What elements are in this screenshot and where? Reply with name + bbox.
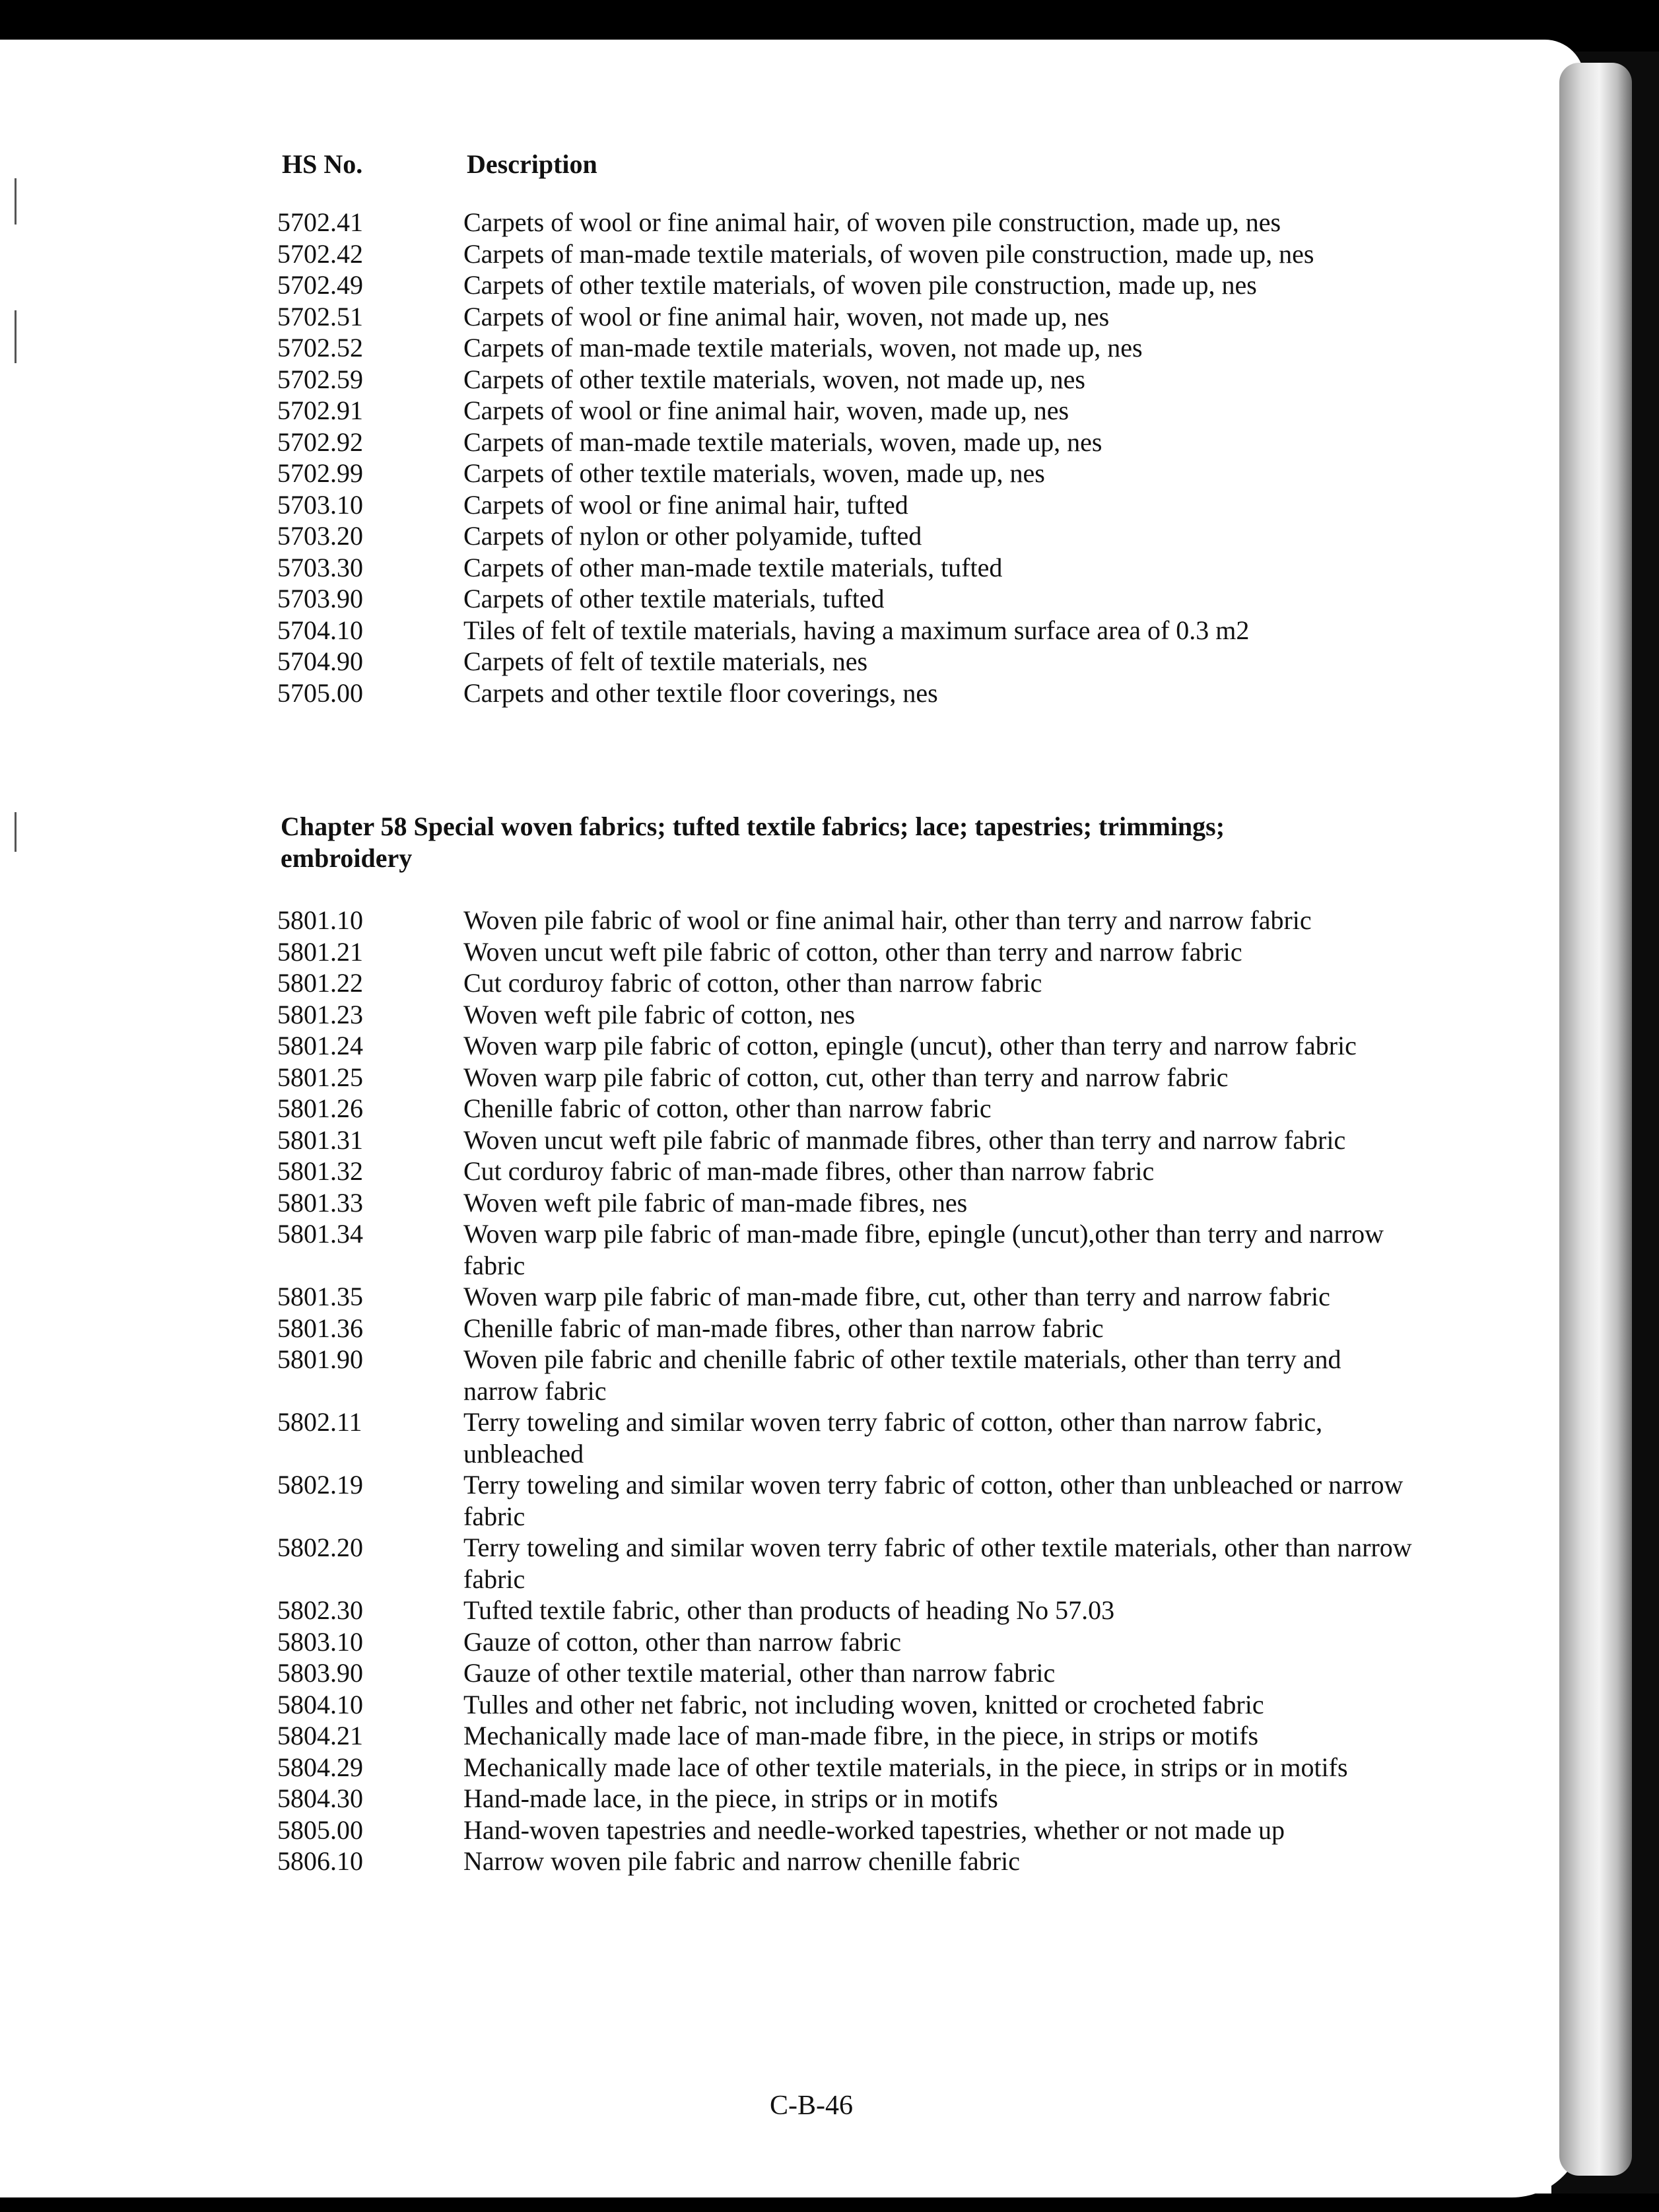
margin-mark [15,812,17,852]
hs-code: 5804.10 [277,1689,363,1719]
hs-description: Chenille fabric of man-made fibres, other than narrow fabric [463,1313,1104,1343]
page-number: C-B-46 [770,2091,853,2121]
hs-code-row [277,1281,1413,1313]
hs-description: Woven pile fabric and chenille fabric of other textile materials, other than terry and narrow fabric [463,1344,1341,1406]
hs-code-row [277,458,1413,489]
hs-code-row [277,1344,1413,1406]
hs-description: Mechanically made lace of man-made fibre, in the piece, in strips or motifs [463,1721,1259,1750]
hs-description: Woven warp pile fabric of cotton, cut, other than terry and narrow fabric [463,1062,1229,1092]
hs-description: Hand-woven tapestries and needle-worked tapestries, whether or not made up [463,1815,1285,1845]
column-header [282,149,1404,188]
hs-code-row [277,1406,1413,1469]
hs-code: 5805.00 [277,1815,363,1845]
hs-code: 5702.49 [277,270,363,300]
hs-description: Carpets of man-made textile materials, woven, made up, nes [463,427,1102,457]
hs-code: 5703.30 [277,552,363,582]
hs-description: Woven uncut weft pile fabric of manmade fibres, other than terry and narrow fabric [463,1124,1346,1155]
hs-code-row [277,1532,1413,1595]
hs-description: Gauze of other textile material, other than narrow fabric [463,1658,1056,1688]
hs-code: 5803.90 [277,1658,363,1688]
hs-code-row [277,1156,1413,1187]
hs-code-row [277,905,1413,936]
hs-code: 5703.20 [277,521,363,551]
hs-description: Cut corduroy fabric of man-made fibres, other than narrow fabric [463,1156,1155,1186]
hs-code: 5801.32 [277,1156,363,1186]
hs-description: Tulles and other net fabric, not including woven, knitted or crocheted fabric [463,1689,1264,1719]
hs-code-row [277,364,1413,396]
hs-code-row [277,269,1413,301]
hs-code: 5801.26 [277,1093,363,1123]
hs-code: 5702.99 [277,458,363,488]
hs-description: Tufted textile fabric, other than products of heading No 57.03 [463,1595,1115,1625]
hs-code-row [277,1846,1413,1877]
hs-description: Woven warp pile fabric of man-made fibre, epingle (uncut),other than terry and narrow fabric [463,1219,1384,1280]
hs-code-row [277,395,1413,427]
hs-code: 5702.52 [277,333,363,363]
hs-description: Carpets of other textile materials, woven, not made up, nes [463,364,1085,394]
hs-description: Narrow woven pile fabric and narrow chenille fabric [463,1846,1020,1876]
hs-code: 5704.10 [277,615,363,645]
hs-code-row [277,1124,1413,1156]
hs-description: Terry toweling and similar woven terry fabric of other textile materials, other than narrow fabric [463,1533,1412,1594]
hs-code: 5802.19 [277,1470,363,1500]
hs-code-list-chapter-58 [277,905,1413,1877]
hs-description: Woven weft pile fabric of cotton, nes [463,999,856,1029]
hs-code-row [277,999,1413,1031]
hs-code-row [277,1313,1413,1344]
hs-code: 5705.00 [277,677,363,708]
hs-code-row [277,1720,1413,1752]
hs-description: Chenille fabric of cotton, other than narrow fabric [463,1093,992,1123]
hs-code-row [277,1595,1413,1626]
hs-code: 5801.10 [277,905,363,935]
hs-code: 5802.30 [277,1595,363,1625]
hs-code: 5804.21 [277,1721,363,1750]
hs-code-row [277,1657,1413,1689]
hs-description: Terry toweling and similar woven terry fabric of cotton, other than narrow fabric, unbleached [463,1407,1323,1469]
hs-code: 5802.11 [277,1407,362,1437]
hs-description: Carpets of other man-made textile materials, tufted [463,552,1003,582]
hs-code-row [277,967,1413,999]
hs-code-row [277,1218,1413,1281]
hs-code-row [277,1689,1413,1721]
hs-code-row [277,583,1413,615]
hs-code: 5801.24 [277,1031,363,1060]
hs-description: Hand-made lace, in the piece, in strips or in motifs [463,1783,998,1813]
hs-code-row [277,1783,1413,1815]
hs-code: 5804.30 [277,1783,363,1813]
hs-description: Woven uncut weft pile fabric of cotton, other than terry and narrow fabric [463,936,1242,967]
margin-mark [15,178,17,225]
hs-code-list-chapter-57 [277,207,1413,709]
hs-code: 5801.90 [277,1344,363,1374]
hs-code: 5702.91 [277,396,363,425]
hs-description: Carpets and other textile floor coverings, nes [463,677,938,708]
column-header-code: HS No. [282,149,363,179]
hs-code-row [277,1752,1413,1783]
hs-description: Gauze of cotton, other than narrow fabric [463,1626,902,1657]
hs-code-row [277,646,1413,677]
hs-code: 5803.10 [277,1626,363,1657]
hs-code: 5704.90 [277,646,363,676]
hs-code: 5806.10 [277,1846,363,1876]
hs-code: 5702.92 [277,427,363,457]
hs-code: 5702.41 [277,207,363,237]
hs-code: 5703.90 [277,584,363,613]
hs-code-row [277,427,1413,458]
hs-code: 5801.33 [277,1187,363,1218]
hs-code: 5702.51 [277,301,363,331]
hs-description: Carpets of other textile materials, tufted [463,584,885,613]
hs-description: Carpets of wool or fine animal hair, tufted [463,489,908,520]
margin-mark [15,310,17,363]
hs-code: 5801.23 [277,999,363,1029]
hs-description: Carpets of other textile materials, of woven pile construction, made up, nes [463,270,1257,300]
hs-code-row [277,1469,1413,1532]
hs-code: 5702.59 [277,364,363,394]
hs-code-row [277,489,1413,521]
chapter-heading: Chapter 58 Special woven fabrics; tufted textile fabrics; lace; tapestries; trimmings; embroidery [281,812,1225,873]
hs-code-row [277,677,1413,709]
hs-description: Carpets of wool or fine animal hair, of woven pile construction, made up, nes [463,207,1281,237]
page-edge-strip [1559,63,1632,2176]
column-header-description: Description [467,149,597,179]
hs-description: Carpets of man-made textile materials, woven, not made up, nes [463,333,1143,363]
hs-description: Cut corduroy fabric of cotton, other than narrow fabric [463,968,1042,998]
hs-code-row [277,1062,1413,1093]
hs-description: Carpets of man-made textile materials, of woven pile construction, made up, nes [463,238,1314,269]
hs-code-row [277,332,1413,364]
hs-description: Woven warp pile fabric of cotton, epingle (uncut), other than terry and narrow fabric [463,1031,1357,1060]
hs-code: 5801.21 [277,936,363,967]
hs-description: Carpets of other textile materials, woven, made up, nes [463,458,1045,488]
hs-code-row [277,1187,1413,1219]
hs-description: Woven weft pile fabric of man-made fibres, nes [463,1187,968,1218]
hs-code: 5703.10 [277,489,363,520]
hs-code-row [277,552,1413,584]
hs-code: 5801.31 [277,1124,363,1155]
hs-code-row [277,207,1413,238]
hs-code: 5801.22 [277,968,363,998]
hs-description: Tiles of felt of textile materials, having a maximum surface area of 0.3 m2 [463,615,1250,645]
hs-code-row [277,1030,1413,1062]
hs-code-row [277,1093,1413,1124]
hs-description: Woven pile fabric of wool or fine animal hair, other than terry and narrow fabric [463,905,1312,935]
hs-description: Carpets of felt of textile materials, nes [463,646,868,676]
hs-description: Woven warp pile fabric of man-made fibre, cut, other than terry and narrow fabric [463,1282,1330,1311]
hs-description: Terry toweling and similar woven terry fabric of cotton, other than unbleached or narrow fabric [463,1470,1404,1531]
hs-code-row [277,936,1413,968]
hs-description: Carpets of nylon or other polyamide, tufted [463,521,922,551]
hs-code-row [277,520,1413,552]
hs-description: Carpets of wool or fine animal hair, woven, not made up, nes [463,301,1110,331]
hs-code: 5804.29 [277,1752,363,1782]
hs-description: Mechanically made lace of other textile materials, in the piece, in strips or in motifs [463,1752,1348,1782]
hs-code: 5802.20 [277,1533,363,1562]
hs-code: 5801.34 [277,1219,363,1249]
hs-code-row [277,615,1413,646]
hs-code: 5801.35 [277,1282,363,1311]
hs-description: Carpets of wool or fine animal hair, woven, made up, nes [463,396,1069,425]
hs-code: 5801.25 [277,1062,363,1092]
hs-code-row [277,1626,1413,1658]
hs-code-row [277,301,1413,333]
hs-code-row [277,1815,1413,1846]
hs-code-row [277,238,1413,270]
hs-code: 5801.36 [277,1313,363,1343]
hs-code: 5702.42 [277,238,363,269]
